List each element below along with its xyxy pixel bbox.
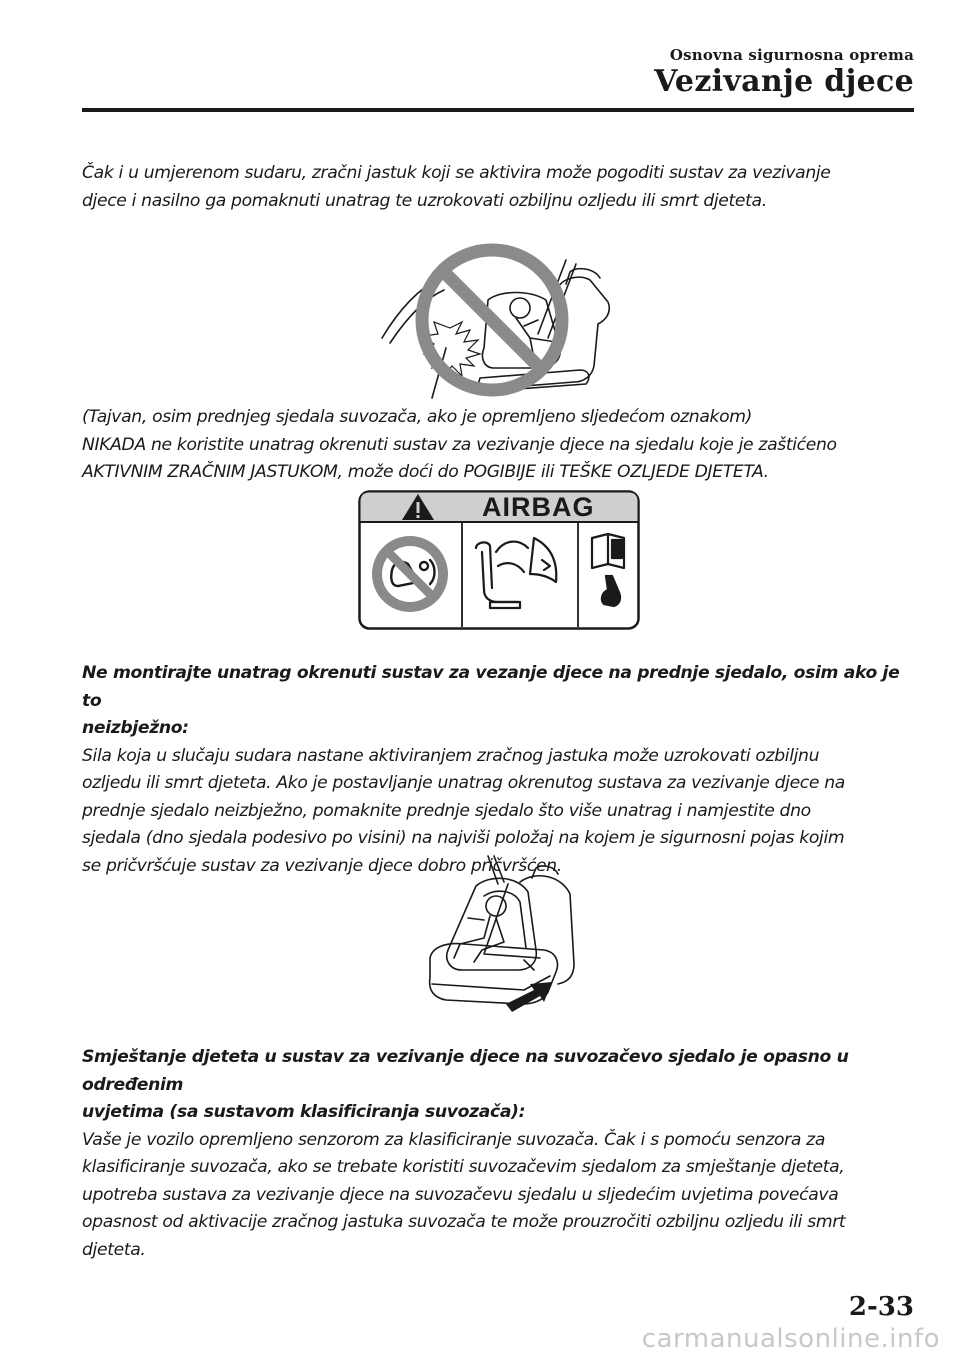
intro-paragraph: [82, 160, 912, 215]
text-line: djece i nasilno ga pomaknuti unatrag te uzrokovati ozbiljnu ozljedu ili smrt djeteta.: [82, 190, 767, 211]
passenger-classification-paragraph: [82, 1044, 912, 1264]
airbag-label-text: AIRBAG: [482, 492, 595, 522]
text-heading-line: Smještanje djeteta u sustav za vezivanje djece na suvozačevo sjedalo je opasno u određenim: [82, 1047, 849, 1095]
text-line: prednje sjedalo neizbježno, pomaknite prednje sjedalo što više unatrag i namjestite dno: [82, 800, 811, 821]
text-line: Vaše je vozilo opremljeno senzorom za klasificiranje suvozača. Čak i s pomoću senzora za: [82, 1129, 826, 1150]
airbag-warning-label: [358, 490, 640, 630]
text-line: sjedala (dno sjedala podesivo po visini) na najviši položaj na kojem je sigurnosni pojas kojim: [82, 828, 845, 848]
text-heading-line: uvjetima (sa sustavom klasificiranja suvozača):: [82, 1102, 526, 1122]
taiwan-warning-paragraph: [82, 404, 912, 487]
watermark: carmanualsonline.info: [641, 1324, 940, 1354]
front-seat-warning-paragraph: [82, 660, 912, 880]
child-seat-on-front-seat-illustration: [424, 854, 580, 1018]
text-heading-line: Ne montirajte unatrag okrenuti sustav za vezanje djece na prednje sjedalo, osim ako je to: [82, 663, 900, 711]
text-line: opasnost od aktivacije zračnog jastuka suvozača te može prouzročiti ozbiljnu ozljedu ili smrt: [82, 1212, 846, 1232]
text-line: Čak i u umjerenom sudaru, zračni jastuk koji se aktivira može pogoditi sustav za vezivanje: [82, 163, 831, 183]
text-line: AKTIVNIM ZRAČNIM JASTUKOM, može doći do POGIBIJE ili TEŠKE OZLJEDE DJETETA.: [82, 462, 769, 482]
text-line: NIKADA ne koristite unatrag okrenuti sustav za vezivanje djece na sjedalu koje je zaštićeno: [82, 434, 837, 455]
header-divider: [82, 108, 914, 112]
text-line: klasificiranje suvozača, ako se trebate koristiti suvozačevim sjedalom za smještanje djeteta,: [82, 1157, 845, 1177]
prohibition-circle-icon: [372, 536, 448, 612]
text-line: se pričvršćuje sustav za vezivanje djece dobro pričvršćen.: [82, 855, 562, 876]
page-number: 2-33: [848, 1292, 914, 1322]
section-name: Osnovna sigurnosna oprema: [669, 46, 914, 64]
prohibition-circle-icon: [422, 250, 562, 390]
page-title: Vezivanje djece: [654, 64, 914, 99]
text-line: (Tajvan, osim prednjeg sjedala suvozača, ako je opremljeno sljedećom oznakom): [82, 407, 753, 427]
text-line: djeteta.: [82, 1239, 146, 1260]
text-line: Sila koja u slučaju sudara nastane aktiviranjem zračnog jastuka može uzrokovati ozbiljnu: [82, 745, 820, 766]
text-line: ozljedu ili smrt djeteta. Ako je postavljanje unatrag okrenutog sustava za vezivanje djece na: [82, 773, 845, 793]
airbag-child-seat-prohibited-illustration: [380, 238, 620, 400]
text-line: upotreba sustava za vezivanje djece na suvozačevu sjedalu u sljedećim uvjetima povećava: [82, 1184, 839, 1205]
text-heading-line: neizbježno:: [82, 718, 189, 738]
